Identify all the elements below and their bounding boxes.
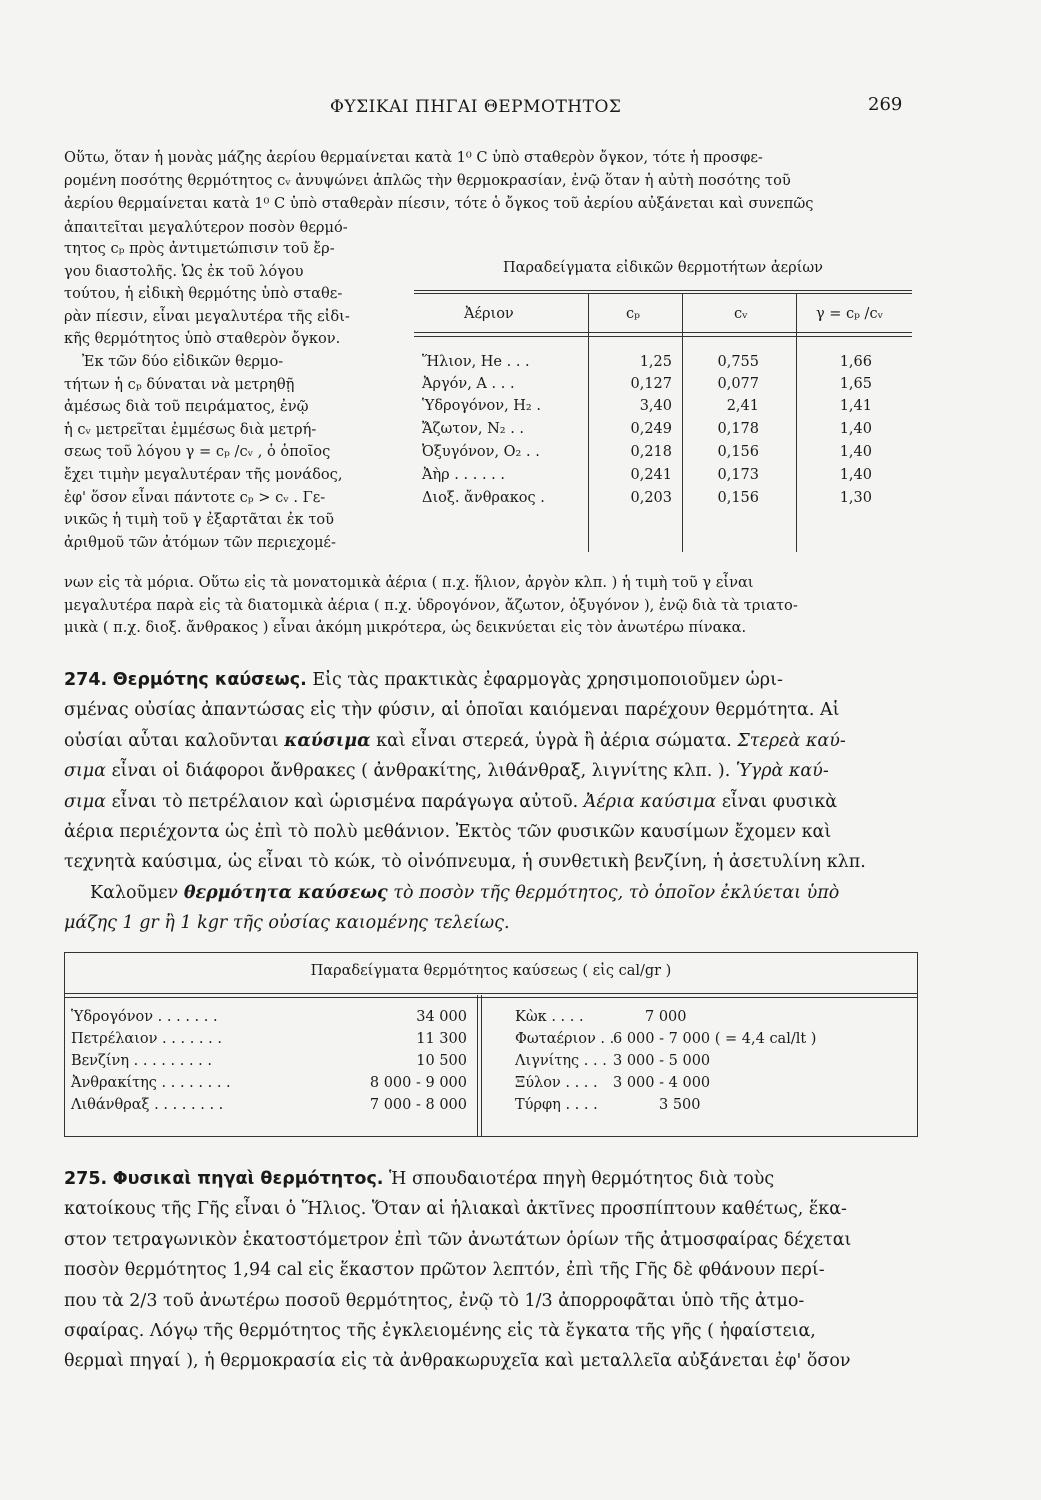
text-line: νικῶς ἡ τιμὴ τοῦ γ ἐξαρτᾶται ἐκ τοῦ <box>64 511 335 529</box>
cp-value: 0,241 <box>630 467 672 483</box>
table-rule <box>414 332 912 333</box>
text-line: ρομένη ποσότης θερμότητος cᵥ ἀνυψώνει ἁπλῶς τὴν θερμοκρασίαν, ἐνῷ ὅταν ἡ αὐτὴ ποσότης τοῦ <box>64 172 791 190</box>
table-row <box>414 467 912 488</box>
paragraph-continuation <box>64 572 914 640</box>
table-rule <box>414 293 912 294</box>
cp-value: 0,203 <box>630 490 672 506</box>
fuel-name: Λιθάνθραξ . . . . . . . . <box>71 1097 224 1113</box>
table-rule <box>414 290 912 291</box>
text-line: Οὕτω, ὅταν ἡ μονὰς μάζης ἀερίου θερμαίνεται κατὰ 1⁰ C ὑπὸ σταθερὸν ὄγκον, τότε ἡ προσφε- <box>64 149 763 166</box>
heat-of-combustion-table <box>64 952 918 1137</box>
text-line: ἀπαιτεῖται μεγαλύτερον ποσὸν θερμό- <box>64 218 348 236</box>
fuel-name: Κὼκ . . . . <box>515 1009 584 1025</box>
gamma-value: 1,65 <box>839 376 872 392</box>
fuel-name: Λιγνίτης . . . <box>515 1053 607 1069</box>
text-run: καὶ εἶναι στερεά, ὑγρὰ ἢ ἀέρια σώματα. <box>376 730 732 751</box>
fuel-value: 7 000 <box>645 1009 687 1025</box>
text-line: στον τετραγωνικὸν ἑκατοστόμετρον ἐπὶ τῶν ἀνωτάτων ὁρίων τῆς ἀτμοσφαίρας δέχεται <box>64 1229 852 1250</box>
text-run: Ἡ σπουδαιοτέρα πηγὴ θερμότητος διὰ τοὺς <box>389 1169 775 1189</box>
text-line: ἐφ' ὅσον εἶναι πάντοτε cₚ > cᵥ . Γε- <box>64 488 326 506</box>
text-line: τεχνητὰ καύσιμα, ὡς εἶναι τὸ κώκ, τὸ οἰνόπνευμα, ἡ συνθετικὴ βενζίνη, ἡ ἀσετυλίνη κλπ. <box>64 852 866 873</box>
text-line: ποσὸν θερμότητος 1,94 cal εἰς ἕκαστον πρῶτον λεπτόν, ἐπὶ τῆς Γῆς δὲ φθάνουν περί- <box>64 1260 825 1281</box>
gas-name: Διοξ. ἄνθρακος . <box>422 490 545 506</box>
gamma-value: 1,41 <box>839 398 872 414</box>
text-line: κατοίκους τῆς Γῆς εἶναι ὁ Ἥλιος. Ὅταν αἱ ἡλιακαὶ ἀκτῖνες προσπίπτουν καθέτως, ἕκα- <box>64 1199 847 1220</box>
intro-paragraph <box>64 146 914 239</box>
fuel-name: Τύρφη . . . . <box>515 1097 598 1113</box>
text-run: εἶναι τὸ πετρέλαιον καὶ ὡρισμένα παράγωγα αὐτοῦ. <box>111 791 579 812</box>
text-line <box>64 787 914 817</box>
section-number: 274. <box>64 670 108 690</box>
fuel-value: 34 000 <box>416 1009 467 1025</box>
text-line: σφαίρας. Λόγῳ τῆς θερμότητος τῆς ἐγκλειομένης εἰς τὰ ἔγκατα τῆς γῆς ( ἡφαίστεια, <box>64 1321 816 1342</box>
page-number: 269 <box>868 94 903 115</box>
term-continuation: σιμα <box>64 791 106 812</box>
wrapped-text-column <box>64 238 394 554</box>
fuel-value: 3 000 - 4 000 <box>613 1075 711 1091</box>
term-fuels: καύσιμα <box>284 730 371 751</box>
table-row <box>65 1097 917 1119</box>
text-line <box>64 1164 914 1194</box>
term-heat-of-combustion: θερμότητα καύσεως <box>183 882 388 903</box>
cp-value: 3,40 <box>639 398 672 414</box>
table-caption: Παραδείγματα θερμότητος καύσεως ( εἰς cal/gr ) <box>310 963 672 979</box>
fuel-name: Βενζίνη . . . . . . . . . <box>71 1053 212 1069</box>
text-line: τούτου, ἡ εἰδικὴ θερμότης ὑπὸ σταθε- <box>64 285 343 303</box>
text-line: κῆς θερμότητος ὑπὸ σταθερὸν ὄγκον. <box>64 330 341 348</box>
gamma-value: 1,40 <box>839 421 872 437</box>
cv-value: 0,755 <box>717 354 759 370</box>
cp-value: 0,218 <box>630 444 672 460</box>
fuel-value: 6 000 - 7 000 ( = 4,4 cal/lt ) <box>613 1031 817 1047</box>
specific-heat-table <box>414 250 912 552</box>
text-line: θερμαὶ πηγαί ), ἡ θερμοκρασία εἰς τὰ ἀνθρακωρυχεῖα καὶ μεταλλεῖα αὐξάνεται ἐφ' ὅσον <box>64 1351 851 1372</box>
fuel-name: Ξύλον . . . . <box>515 1075 598 1091</box>
column-header: Ἀέριον <box>464 306 514 322</box>
cv-value: 0,156 <box>717 490 759 506</box>
text-run: Καλοῦμεν <box>90 882 179 903</box>
section-275 <box>64 1164 914 1377</box>
text-line: σεως τοῦ λόγου γ = cₚ /cᵥ , ὁ ὁποῖος <box>64 443 331 461</box>
fuel-name: Πετρέλαιον . . . . . . . <box>71 1031 222 1047</box>
text-run: εἶναι φυσικὰ <box>721 791 838 812</box>
column-header: γ = cₚ /cᵥ <box>816 306 883 322</box>
fuel-value: 7 000 - 8 000 <box>369 1097 467 1113</box>
section-number: 275. <box>64 1169 108 1189</box>
cp-value: 0,127 <box>630 376 672 392</box>
table-rule <box>65 993 917 994</box>
gas-name: Ἀργόν, A . . . <box>422 376 515 392</box>
text-line: νων εἰς τὰ μόρια. Οὕτω εἰς τὰ μονατομικὰ ἀέρια ( π.χ. ἥλιον, ἀργὸν κλπ. ) ἡ τιμὴ τοῦ γ εἶναι <box>64 574 754 591</box>
column-header: cᵥ <box>734 306 748 322</box>
table-row <box>414 490 912 511</box>
gamma-value: 1,40 <box>839 444 872 460</box>
gamma-value: 1,40 <box>839 467 872 483</box>
fuel-value: 3 000 - 5 000 <box>613 1053 711 1069</box>
gas-name: Ὀξυγόνον, O₂ . . <box>422 444 540 460</box>
text-line: που τὰ 2/3 τοῦ ἀνωτέρω ποσοῦ θερμότητος, ἐνῷ τὸ 1/3 ἀπορροφᾶται ὑπὸ τῆς ἀτμο- <box>64 1290 805 1311</box>
text-run: Εἰς τὰς πρακτικὰς ἐφαρμογὰς χρησιμοποιοῦμεν ὡρι- <box>312 670 783 690</box>
text-line <box>64 756 914 786</box>
table-row <box>65 1075 917 1097</box>
gamma-value: 1,66 <box>839 354 872 370</box>
cp-value: 0,249 <box>630 421 672 437</box>
table-row <box>414 398 912 419</box>
text-line: τητος cₚ πρὸς ἀντιμετώπισιν τοῦ ἔρ- <box>64 240 335 257</box>
text-line: ἀερίου θερμαίνεται κατὰ 1⁰ C ὑπὸ σταθερὰν πίεσιν, τότε ὁ ὄγκος τοῦ ἀερίου αὐξάνεται καὶ συνεπῶς <box>64 195 814 213</box>
text-run: οὐσίαι αὗται καλοῦνται <box>64 730 279 751</box>
fuel-value: 3 500 <box>659 1097 701 1113</box>
text-line: τήτων ἡ cₚ δύναται νὰ μετρηθῇ <box>64 375 295 393</box>
text-line <box>64 726 914 756</box>
gamma-value: 1,30 <box>839 490 872 506</box>
text-line: ἀριθμοῦ τῶν ἀτόμων τῶν περιεχομέ- <box>64 533 336 551</box>
text-line <box>64 665 914 695</box>
text-line: γου διαστολῆς. Ὡς ἐκ τοῦ λόγου <box>64 262 304 280</box>
section-274 <box>64 665 914 939</box>
text-line: ρὰν πίεσιν, εἶναι μεγαλυτέρα τῆς εἰδι- <box>64 307 350 325</box>
term-liquid-fuels: Ὑγρὰ καύ- <box>735 761 829 782</box>
table-rule <box>65 997 917 998</box>
table-row <box>65 1053 917 1075</box>
column-header: cₚ <box>626 306 640 322</box>
gas-name: Ἥλιον, He . . . <box>422 354 530 370</box>
table-row <box>414 354 912 375</box>
running-header: ΦΥΣΙΚΑΙ ΠΗΓΑΙ ΘΕΡΜΟΤΗΤΟΣ <box>330 97 622 117</box>
fuel-value: 8 000 - 9 000 <box>369 1075 467 1091</box>
cv-value: 0,077 <box>717 376 759 392</box>
section-heading: Θερμότης καύσεως. <box>112 670 307 690</box>
text-line: μικὰ ( π.χ. διοξ. ἄνθρακος ) εἶναι ἀκόμη μικρότερα, ὡς δεικνύεται εἰς τὸν ἀνωτέρω πίνακα. <box>64 619 747 637</box>
term-continuation: σιμα <box>64 761 106 782</box>
definition-text: τὸ ποσὸν τῆς θερμότητος, τὸ ὁποῖον ἐκλύεται ὑπὸ <box>393 882 840 903</box>
definition-text: μάζης 1 gr ἢ 1 kgr τῆς οὐσίας καιομένης τελείως. <box>64 913 510 934</box>
fuel-name: Φωταέριον . . <box>515 1031 615 1047</box>
table-row <box>414 376 912 397</box>
text-line: μεγαλυτέρα παρὰ εἰς τὰ διατομικὰ ἀέρια ( π.χ. ὑδρογόνον, ἄζωτον, ὀξυγόνον ), ἐνῷ διὰ τὰ τριατο- <box>64 596 798 614</box>
gas-name: Ἄζωτον, N₂ . . <box>422 421 525 437</box>
text-line: σμένας οὐσίας ἀπαντώσας εἰς τὴν φύσιν, αἱ ὁποῖαι καιόμεναι παρέχουν θερμότητα. Αἱ <box>64 700 840 721</box>
text-line: Ἐκ τῶν δύο εἰδικῶν θερμο- <box>82 352 284 370</box>
text-line <box>64 878 914 908</box>
cv-value: 2,41 <box>726 398 759 414</box>
text-run: εἶναι οἱ διάφοροι ἄνθρακες ( ἀνθρακίτης, λιθάνθραξ, λιγνίτης κλπ. ). <box>111 761 731 782</box>
table-row <box>65 1031 917 1053</box>
table-row <box>414 421 912 442</box>
cv-value: 0,156 <box>717 444 759 460</box>
table-caption: Παραδείγματα εἰδικῶν θερμοτήτων ἀερίων <box>503 260 823 276</box>
table-row <box>65 1009 917 1031</box>
fuel-name: Ὑδρογόνον . . . . . . . <box>71 1009 218 1025</box>
text-line: ἔχει τιμὴν μεγαλυτέραν τῆς μονάδος, <box>64 465 343 483</box>
text-line: ἀμέσως διὰ τοῦ πειράματος, ἐνῷ <box>64 398 309 416</box>
term-solid-fuels: Στερεὰ καύ- <box>737 730 846 751</box>
text-line: ἡ cᵥ μετρεῖται ἐμμέσως διὰ μετρή- <box>64 420 317 438</box>
text-line: ἀέρια περιέχοντα ὡς ἐπὶ τὸ πολὺ μεθάνιον. Ἐκτὸς τῶν φυσικῶν καυσίμων ἔχομεν καὶ <box>64 822 832 843</box>
gas-name: Ἀὴρ . . . . . . <box>422 467 505 483</box>
gas-name: Ὑδρογόνον, H₂ . <box>422 398 541 414</box>
cp-value: 1,25 <box>639 354 672 370</box>
fuel-name: Ἀνθρακίτης . . . . . . . . <box>71 1075 231 1091</box>
table-row <box>414 444 912 465</box>
cv-value: 0,178 <box>717 421 759 437</box>
term-gaseous-fuels: Ἀέρια καύσιμα <box>583 791 717 812</box>
section-heading: Φυσικαὶ πηγαὶ θερμότητος. <box>112 1169 384 1189</box>
table-rule <box>414 336 912 337</box>
fuel-value: 11 300 <box>416 1031 467 1047</box>
fuel-value: 10 500 <box>416 1053 467 1069</box>
cv-value: 0,173 <box>717 467 759 483</box>
